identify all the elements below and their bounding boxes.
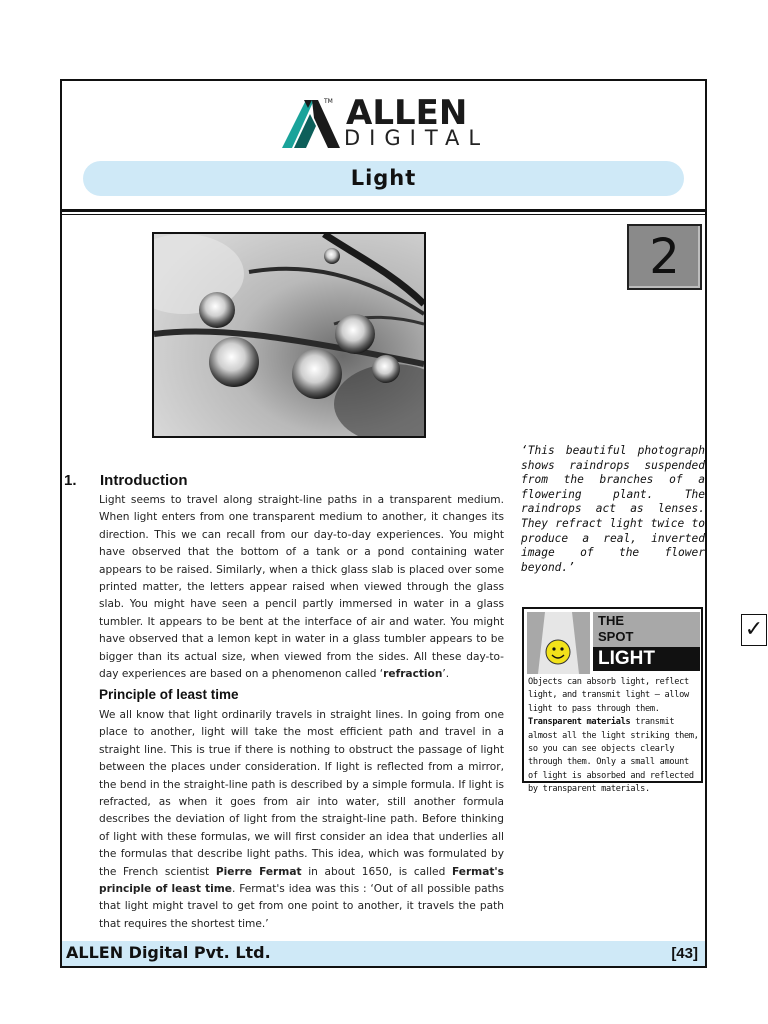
raindrops-photo-image <box>154 234 424 436</box>
photo-caption: ‘This beautiful photograph shows raindrops suspended from the branches of a flowering plant. The raindrops act as lenses. They refract light twice to produce a real, inverted image of the flower beyond.’ <box>521 444 705 574</box>
chapter-title: Light <box>350 166 417 190</box>
section-title: Introduction <box>100 472 188 489</box>
spotlight-text-end: transmit almost all the light striking them, so you can see objects clearly through them. Only a small amount of light is absorbed and reflected by transparent materials. <box>528 717 699 795</box>
chapter-number-box <box>627 224 702 290</box>
p2-text-mid: in about 1650, is called <box>301 865 452 878</box>
footer-brand <box>66 943 271 962</box>
allen-digital-logo <box>278 93 498 152</box>
spotlight-text <box>528 676 700 797</box>
chapter-number: 2 <box>649 229 680 285</box>
refraction-term: refraction <box>383 668 443 681</box>
intro-paragraph <box>99 492 504 683</box>
chapter-title-bar <box>83 161 684 196</box>
logo-brand-text: ALLEN <box>346 93 468 133</box>
footer-company: Digital Pvt. Ltd. <box>123 943 271 962</box>
spotlight-icon <box>527 612 590 674</box>
section-heading <box>64 472 187 489</box>
spotlight-light: LIGHT <box>593 647 700 671</box>
raindrops-photo <box>152 232 426 438</box>
spotlight-text-start: Objects can absorb light, reflect light, and transmit light – allow light to pass through them. <box>528 677 689 714</box>
transparent-materials-term: Transparent materials <box>528 717 631 728</box>
spotlight-box <box>522 607 764 795</box>
least-time-paragraph <box>99 707 504 933</box>
fermat-name: Pierre Fermat <box>215 865 302 878</box>
spotlight-header <box>593 612 764 647</box>
fermat-principle-term: Fermat's principle of least time <box>99 865 504 896</box>
spotlight-the: THE <box>598 613 624 628</box>
p2-text: We all know that light ordinarily travels in straight lines. In going from one place to another, light will take the most efficient path and travel in a straight line. This is true if there is nothing to obstruct the passage of light between the places under consideration. If light is reflected from a mirror, the bend in the straight-line path is described by a simple formula. If light is refracted, as when it goes from air into water, still another formula describes the deviation of light from the straight-line path. Before thinking of light with these formulas, we will first consider an idea that underlies all the formulas that describe light paths. This idea, which was formulated by the French scientist <box>99 709 504 878</box>
smiley-spotlight-icon <box>527 612 590 674</box>
intro-text-end: ’. <box>442 668 450 681</box>
section-number: 1. <box>64 472 77 489</box>
subsection-heading: Principle of least time <box>99 687 239 702</box>
header-rule-thin <box>62 214 705 215</box>
intro-text: Light seems to travel along straight-line paths in a transparent medium. When light enters from one transparent medium to another, it changes its direction. This we can recall from our day-to-day experiences. You might have observed that the bottom of a tank or a pond containing water appears to be raised. Similarly, when a thick glass slab is placed over some printed matter, the letters appear raised when viewed through the glass slab. You might have seen a pencil partly immersed in water in a glass tumbler. It appears to be bent at the interface of air and water. You might have observed that a lemon kept in water in a glass tumbler appears to be bigger than its actual size, when viewed from the sides. All these day-to-day experiences are based on a phenomenon called ‘ <box>99 494 504 681</box>
header-rule-thick <box>62 209 705 212</box>
spotlight-spot: SPOT <box>598 629 634 644</box>
trademark-mark: TM <box>324 98 333 105</box>
p2-text-end: . Fermat's idea was this : ‘Out of all possible paths that light might travel to get from one point to another, it travels the path that requires the shortest time.’ <box>99 883 504 930</box>
logo-sub-text: DIGITAL <box>344 126 490 150</box>
check-icon: ✓ <box>741 614 767 646</box>
page-number: [43] <box>671 945 698 962</box>
footer-brand-logo: ALLEN <box>66 943 124 962</box>
